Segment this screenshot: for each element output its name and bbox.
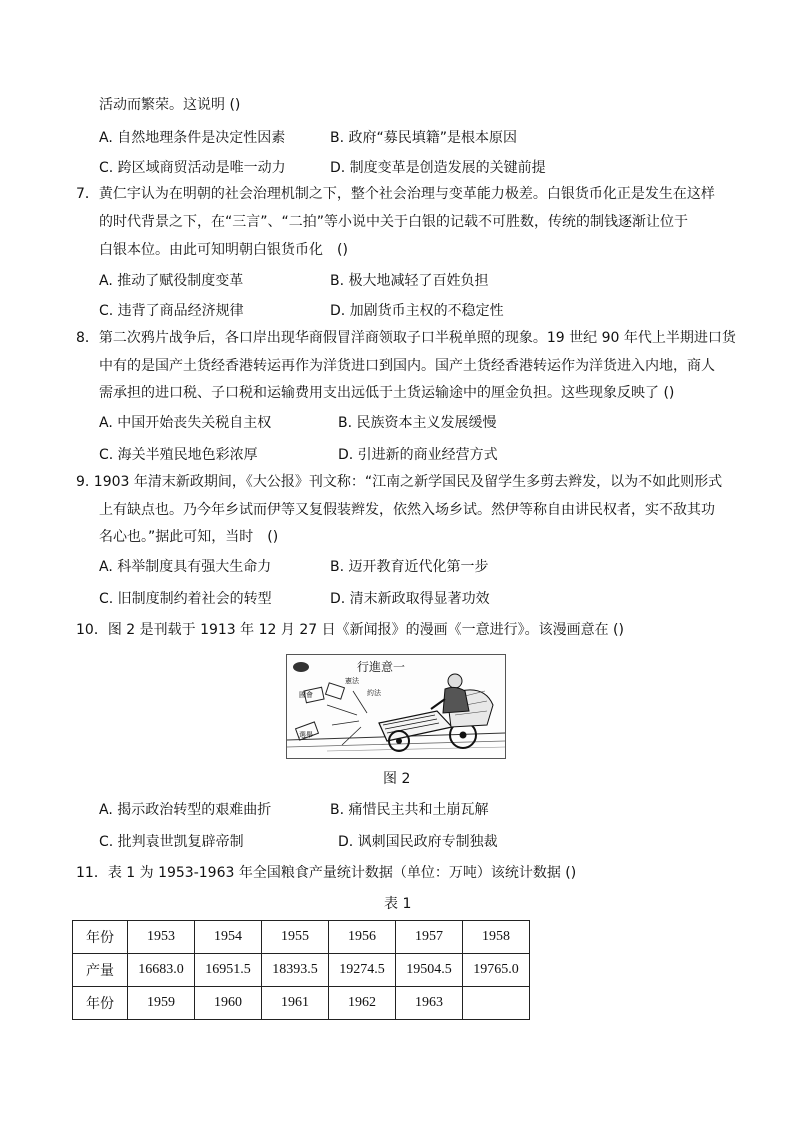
q9-stem-line-1: 9. 1903 年清末新政期间，《大公报》刊文称：“江南之新学国民及留学生多剪去辫发，以为不如此则形式	[76, 474, 723, 490]
q7-stem-line-3: 白银本位。由此可知明朝白银货币化 ()	[99, 242, 348, 258]
table-cell: 年份	[73, 921, 128, 954]
cartoon-title: 行進意一	[357, 660, 406, 674]
figure-caption: 图 2	[383, 771, 411, 787]
q7-option-b: B. 极大地减轻了百姓负担	[330, 273, 489, 289]
table-cell: 1962	[329, 987, 396, 1020]
q10-option-a: A. 揭示政治转型的艰难曲折	[99, 802, 272, 818]
table-cell	[463, 987, 530, 1020]
q9-option-b: B. 迈开教育近代化第一步	[330, 559, 489, 575]
table-row	[73, 921, 530, 954]
q9-stem-line-2: 上有缺点也。乃今年乡试而伊等又复假装辫发，依然入场乡试。然伊等称自由讲民权者，实不敌其功	[99, 502, 715, 518]
impact-lines	[327, 691, 367, 745]
table-cell: 1954	[195, 921, 262, 954]
table-cell: 1960	[195, 987, 262, 1020]
q7-option-a: A. 推动了赋役制度变革	[99, 273, 244, 289]
table-row	[73, 987, 530, 1020]
q6-option-d: D. 制度变革是创造发展的关键前提	[330, 160, 546, 176]
table-cell: 19504.5	[396, 954, 463, 987]
table-cell: 18393.5	[262, 954, 329, 987]
table-cell: 产量	[73, 954, 128, 987]
q7-option-d: D. 加剧货币主权的不稳定性	[330, 303, 504, 319]
table-row	[73, 954, 530, 987]
q7-option-c: C. 违背了商品经济规律	[99, 303, 244, 319]
table-cell: 年份	[73, 987, 128, 1020]
q6-option-b: B. 政府“募民填籍”是根本原因	[330, 130, 518, 146]
q8-stem-line-3: 需承担的进口税、子口税和运输费用支出远低于土货运输途中的厘金负担。这些现象反映了 ()	[99, 385, 675, 401]
q8-option-c: C. 海关半殖民地色彩浓厚	[99, 447, 258, 463]
table-caption: 表 1	[384, 896, 412, 912]
table-cell: 1959	[128, 987, 195, 1020]
q7-stem-line-1: 7．黄仁宇认为在明朝的社会治理机制之下，整个社会治理与变革能力极差。白银货币化正是发生在这样	[76, 186, 715, 202]
table-cell: 16683.0	[128, 954, 195, 987]
q8-option-b: B. 民族资本主义发展缓慢	[338, 415, 497, 431]
q10-option-b: B. 痛惜民主共和土崩瓦解	[330, 802, 489, 818]
seal-mark-icon	[293, 662, 309, 672]
grain-output-table	[72, 920, 530, 1020]
q9-option-a: A. 科举制度具有强大生命力	[99, 559, 272, 575]
debris-label-4: 選舉	[299, 731, 313, 739]
table-cell: 1961	[262, 987, 329, 1020]
q8-stem-line-1: 8．第二次鸦片战争后，各口岸出现华商假冒洋商领取子口半税单照的现象。19 世纪 90 年代上半期进口货	[76, 330, 736, 346]
q8-option-d: D. 引进新的商业经营方式	[338, 447, 498, 463]
q6-option-a: A. 自然地理条件是决定性因素	[99, 130, 286, 146]
table-cell: 1958	[463, 921, 530, 954]
table-cell: 19274.5	[329, 954, 396, 987]
q9-option-c: C. 旧制度制约着社会的转型	[99, 591, 272, 607]
q10-option-c: C. 批判袁世凯复辟帝制	[99, 834, 244, 850]
q10-option-d: D. 讽刺国民政府专制独裁	[338, 834, 498, 850]
table-cell: 1956	[329, 921, 396, 954]
q9-stem-line-3: 名心也。”据此可知，当时 ()	[99, 529, 279, 545]
q9-option-d: D. 清末新政取得显著功效	[330, 591, 490, 607]
table-cell: 19765.0	[463, 954, 530, 987]
q8-stem-line-2: 中有的是国产土货经香港转运再作为洋货进口到国内。国产土货经香港转运作为洋货进入内地，商人	[99, 358, 715, 374]
q10-stem: 10．图 2 是刊载于 1913 年 12 月 27 日《新闻报》的漫画《一意进行》。该漫画意在 ()	[76, 622, 624, 638]
debris-label-2: 憲法	[345, 677, 359, 685]
table-cell: 1957	[396, 921, 463, 954]
debris-label-3: 約法	[367, 689, 381, 697]
cartoon-figure	[286, 654, 506, 759]
q7-stem-line-2: 的时代背景之下，在“三言”、“二拍”等小说中关于白银的记载不可胜数，传统的制钱逐渐让位于	[99, 214, 689, 230]
q6-continuation: 活动而繁荣。这说明 ()	[99, 97, 241, 113]
cartoon-drawing	[287, 655, 505, 758]
driver-figure-icon	[431, 674, 469, 713]
q6-option-c: C. 跨区域商贸活动是唯一动力	[99, 160, 286, 176]
table-cell: 1955	[262, 921, 329, 954]
q11-stem: 11．表 1 为 1953-1963 年全国粮食产量统计数据（单位：万吨）该统计数据 ()	[76, 865, 577, 881]
table-cell: 1953	[128, 921, 195, 954]
table-cell: 16951.5	[195, 954, 262, 987]
table-cell: 1963	[396, 987, 463, 1020]
q8-option-a: A. 中国开始丧失关税自主权	[99, 415, 272, 431]
debris-label-1: 國會	[299, 691, 313, 699]
